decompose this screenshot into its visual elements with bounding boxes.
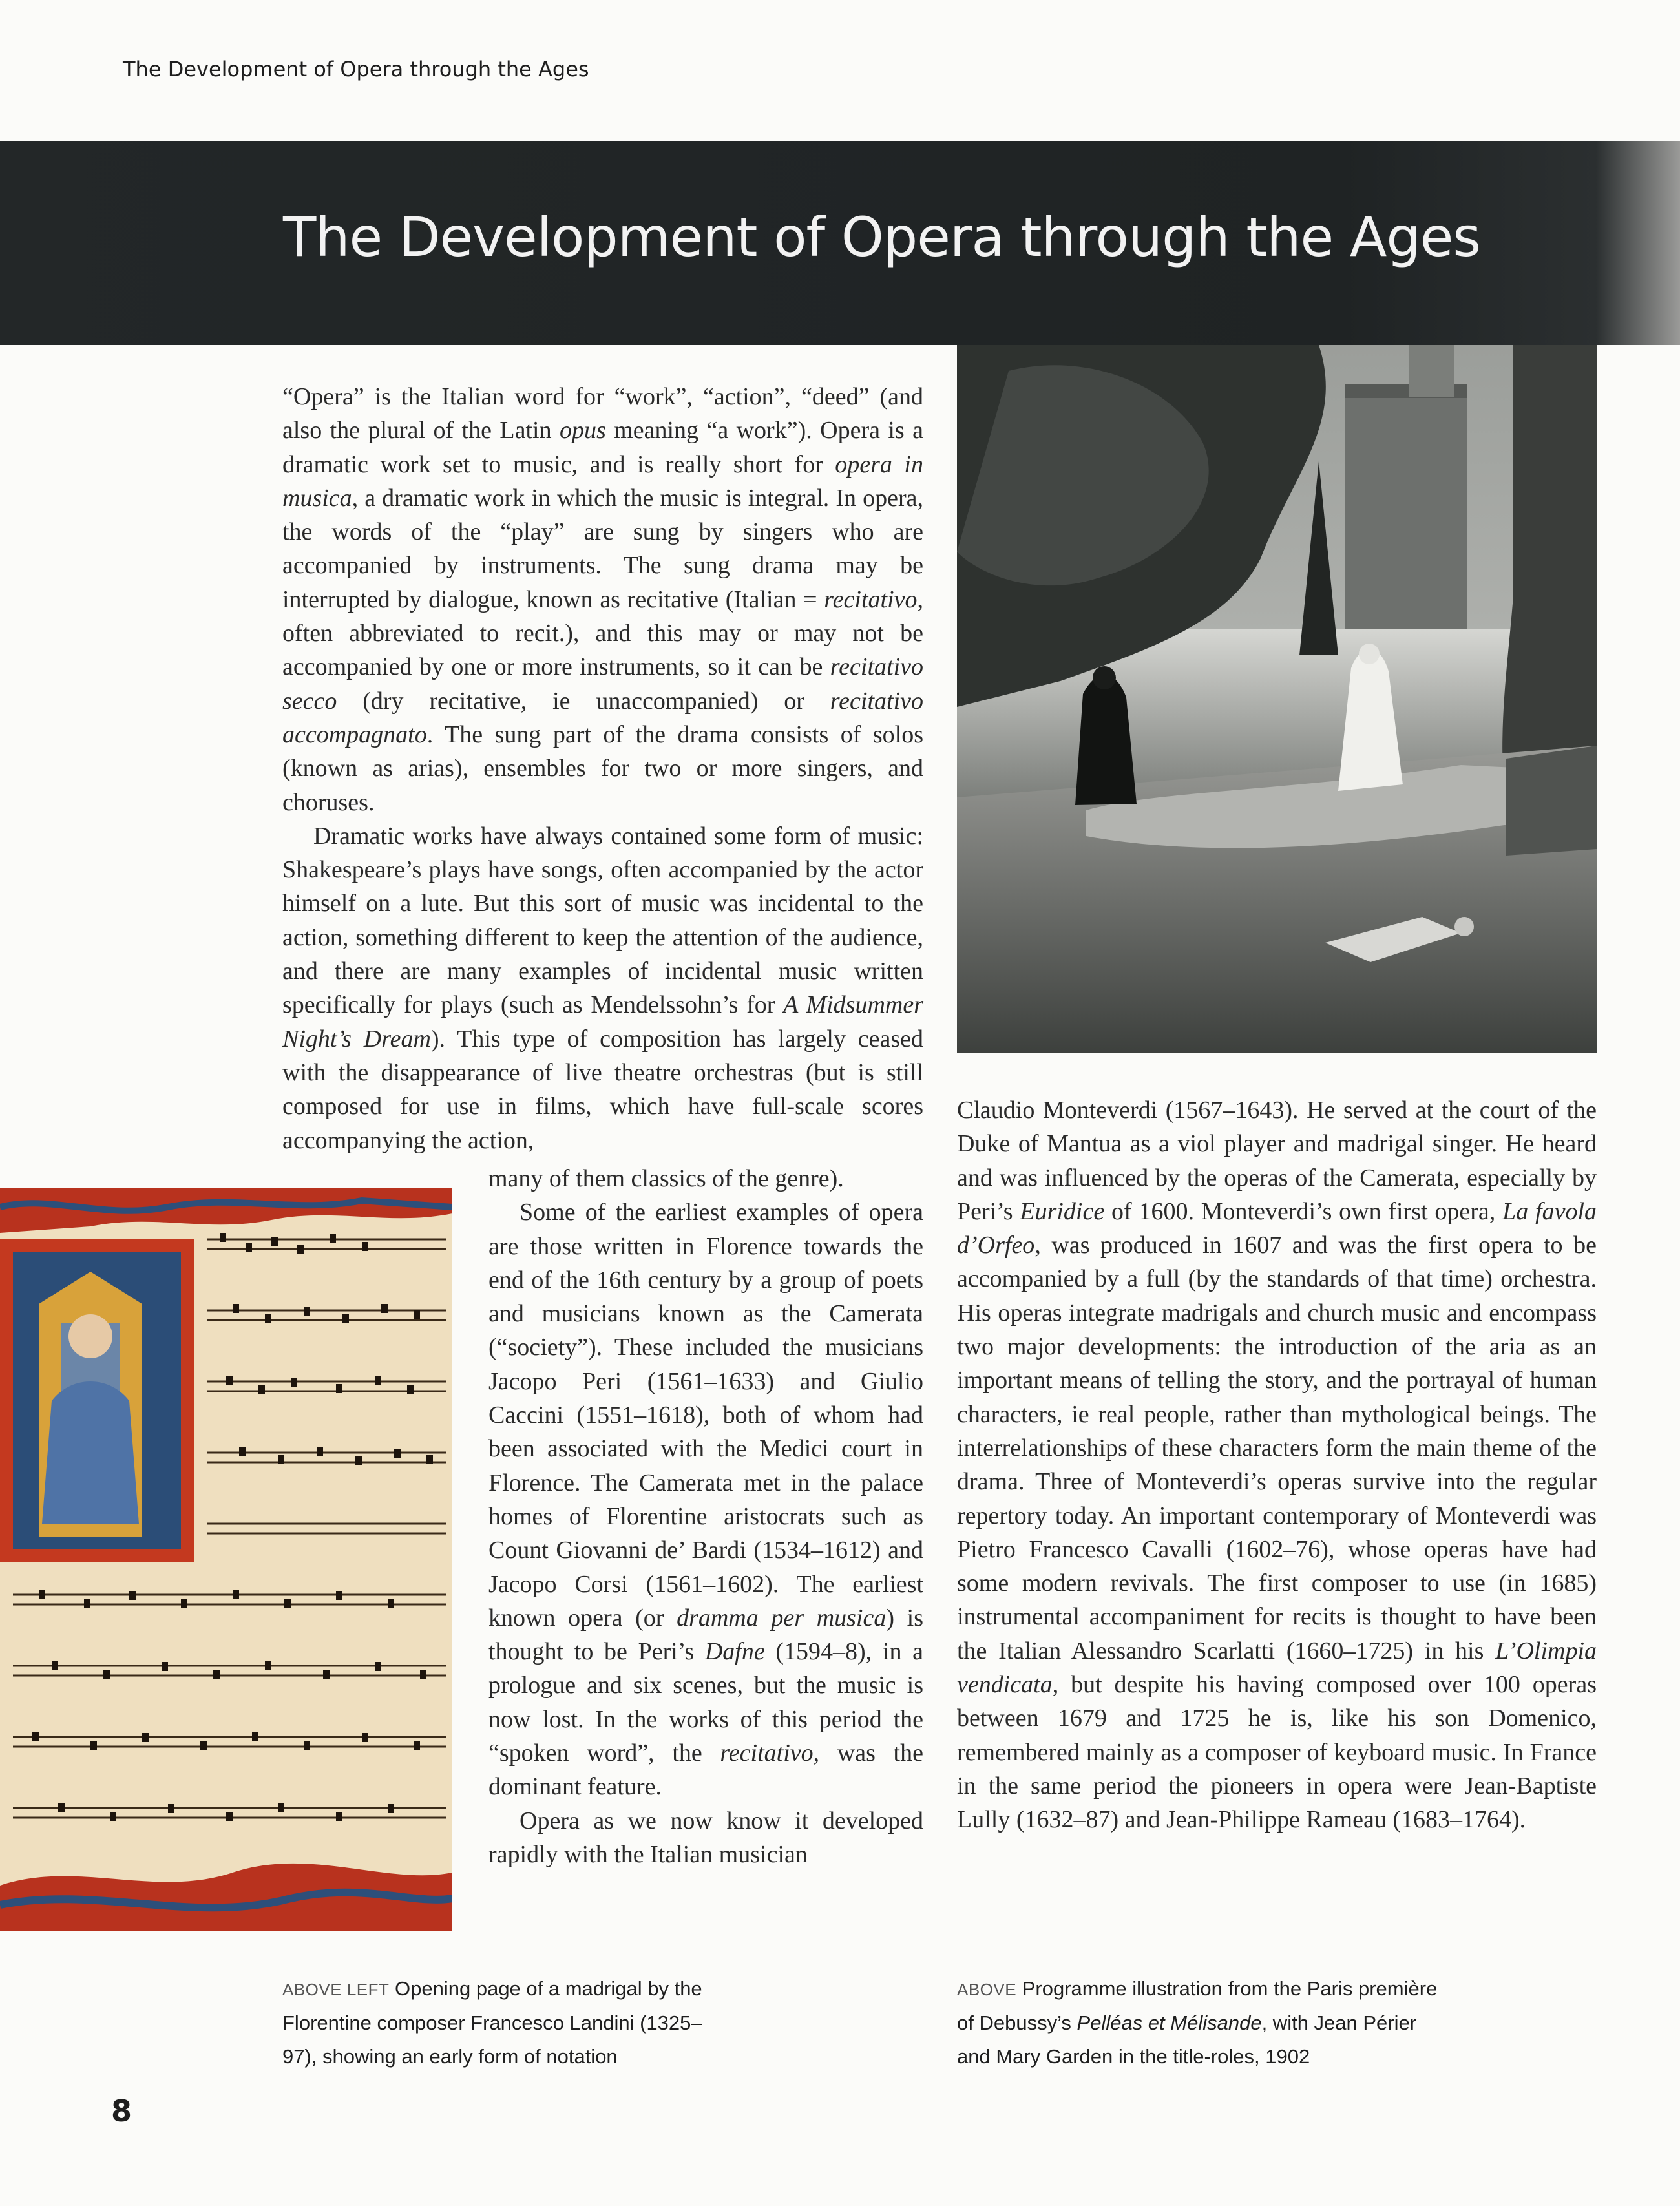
caption-text: , with Jean Périer and Mary Garden in the title-roles, 1902 xyxy=(957,2012,1417,2068)
italic-term: opera in musica xyxy=(282,450,923,512)
text-run: , was the dominant feature. xyxy=(488,1739,923,1801)
page-title: The Development of Opera through the Ages xyxy=(283,205,1481,269)
text-run: “Opera” is the Italian word for “work”, “action”, “deed” (and also the plural of the Latin xyxy=(282,383,923,445)
pelleas-photo xyxy=(957,345,1597,1053)
text-run: . The sung part of the drama consists of solos (known as arias), ensembles for two or more singers, and choruses. xyxy=(282,720,923,816)
caption-tag: ABOVE LEFT xyxy=(282,1980,390,1999)
italic-term: Euridice xyxy=(1020,1197,1105,1225)
caption-text: Programme illustration from the Paris première of Debussy’s xyxy=(957,1977,1438,2034)
paragraph-2-continued: many of them classics of the genre). xyxy=(488,1165,844,1192)
italic-term: A Midsummer Night’s Dream xyxy=(282,991,923,1053)
pelleas-photo-art xyxy=(957,345,1597,1053)
caption-italic: Pelléas et Mélisande xyxy=(1076,2012,1262,2034)
text-run: (dry recitative, ie unaccompanied) or xyxy=(337,687,830,715)
text-run: ) is thought to be Peri’s xyxy=(488,1604,924,1666)
paragraph-3 xyxy=(488,1195,923,1803)
paragraph-1 xyxy=(282,380,923,819)
text-run: (1594–8), in a prologue and six scenes, but the music is now lost. In the works of this period the “spoken word”, the xyxy=(488,1638,924,1767)
text-run: , often abbreviated to recit.), and this may or may not be accompanied by one or more instruments, so it can be xyxy=(282,585,923,681)
text-run: ). This type of composition has largely ceased with the disappearance of live theatre orchestras (but is still composed for use in films, which have full-scale scores accompanying the action, xyxy=(282,1025,923,1154)
text-run: Some of the earliest examples of opera are those written in Florence towards the end of the 16th century by a group of poets and musicians known as the Camerata (“society”). These included the musicians Jacopo Peri (1561–1633) and Giulio Caccini (1551–1618), both of whom had been associated with the Medici court in Florence. The Camerata met in the palace homes of Florentine aristocrats such as Count Giovanni de’ Bardi (1534–1612) and Jacopo Corsi (1561–1602). The earliest known opera (or xyxy=(488,1199,923,1632)
italic-term: recitativo xyxy=(824,585,918,613)
title-band xyxy=(0,141,1680,345)
paragraph-2 xyxy=(282,819,923,1157)
caption-text: Opening page of a madrigal by the Florentine composer Francesco Landini (1325–97), showing an early form of notation xyxy=(282,1977,702,2068)
italic-term: recitativo accompagnato xyxy=(282,687,923,748)
paragraph-4-continued xyxy=(957,1093,1597,1837)
caption-tag: ABOVE xyxy=(957,1980,1017,1999)
italic-term: recitativo xyxy=(720,1739,814,1767)
italic-term: Dafne xyxy=(704,1638,765,1666)
body-column-2 xyxy=(488,1162,923,1871)
text-run: Claudio Monteverdi (1567–1643). He served at the court of the Duke of Mantua as a viol player and madrigal singer. He heard and was influenced by the operas of the Camerata, especially by Peri’s xyxy=(957,1097,1597,1225)
running-head: The Development of Opera through the Ages xyxy=(123,57,589,81)
text-run: meaning “a work”). Opera is a dramatic work set to music, and is really short for xyxy=(282,417,923,478)
italic-term: L’Olimpia vendicata xyxy=(957,1637,1597,1699)
caption-above xyxy=(957,1972,1448,2074)
text-run: , was produced in 1607 and was the first opera to be accompanied by a full (by the standards of that time) orchestra. His operas integrate madrigals and church music and encompass two major developments: the introduction of the aria as an important means of telling the story, and the portrayal of human characters, ie real people, rather than mythological beings. The interrelationships of these characters form the main theme of the drama. Three of Monteverdi’s operas survive into the regular repertory today. An important contemporary of Monteverdi was Pietro Francesco Cavalli (1602–76), whose operas have had some modern revivals. The first composer to use (in 1685) instrumental accompaniment for recits is thought to have been the Italian Alessandro Scarlatti (1660–1725) in his xyxy=(957,1232,1597,1665)
body-column-3 xyxy=(957,1093,1597,1837)
text-run: , but despite his having composed over 100 operas between 1679 and 1725 he is, like his son Domenico, remembered mainly as a composer of keyboard music. In France in the same period the pioneers in opera were Jean-Baptiste Lully (1632–87) and Jean-Philippe Rameau (1683–1764). xyxy=(957,1671,1597,1834)
page-number: 8 xyxy=(111,2094,132,2128)
text-run: Dramatic works have always contained some form of music: Shakespeare’s plays have songs, often accompanied by the actor himself on a lute. But this sort of music was incidental to the action, something different to keep the attention of the audience, and there are many examples of incidental music written specifically for plays (such as Mendelssohn’s for xyxy=(282,822,923,1019)
body-column-1 xyxy=(282,380,923,1157)
landini-manuscript xyxy=(0,1188,452,1931)
paragraph-4: Opera as we now know it developed rapidly with the Italian musician xyxy=(488,1807,923,1868)
text-run: of 1600. Monteverdi’s own first opera, xyxy=(1104,1197,1503,1225)
text-run: , a dramatic work in which the music is integral. In opera, the words of the “play” are sung by singers who are accompanied by instruments. The sung drama may be interrupted by dialogue, known as recitative (Italian = xyxy=(282,484,923,613)
italic-term: recitativo secco xyxy=(282,653,923,715)
italic-term: dramma per musica xyxy=(677,1604,887,1632)
caption-above-left xyxy=(282,1972,735,2074)
landini-manuscript-art xyxy=(0,1188,452,1931)
italic-term: opus xyxy=(560,417,606,445)
italic-term: La favola d’Orfeo xyxy=(957,1197,1597,1259)
